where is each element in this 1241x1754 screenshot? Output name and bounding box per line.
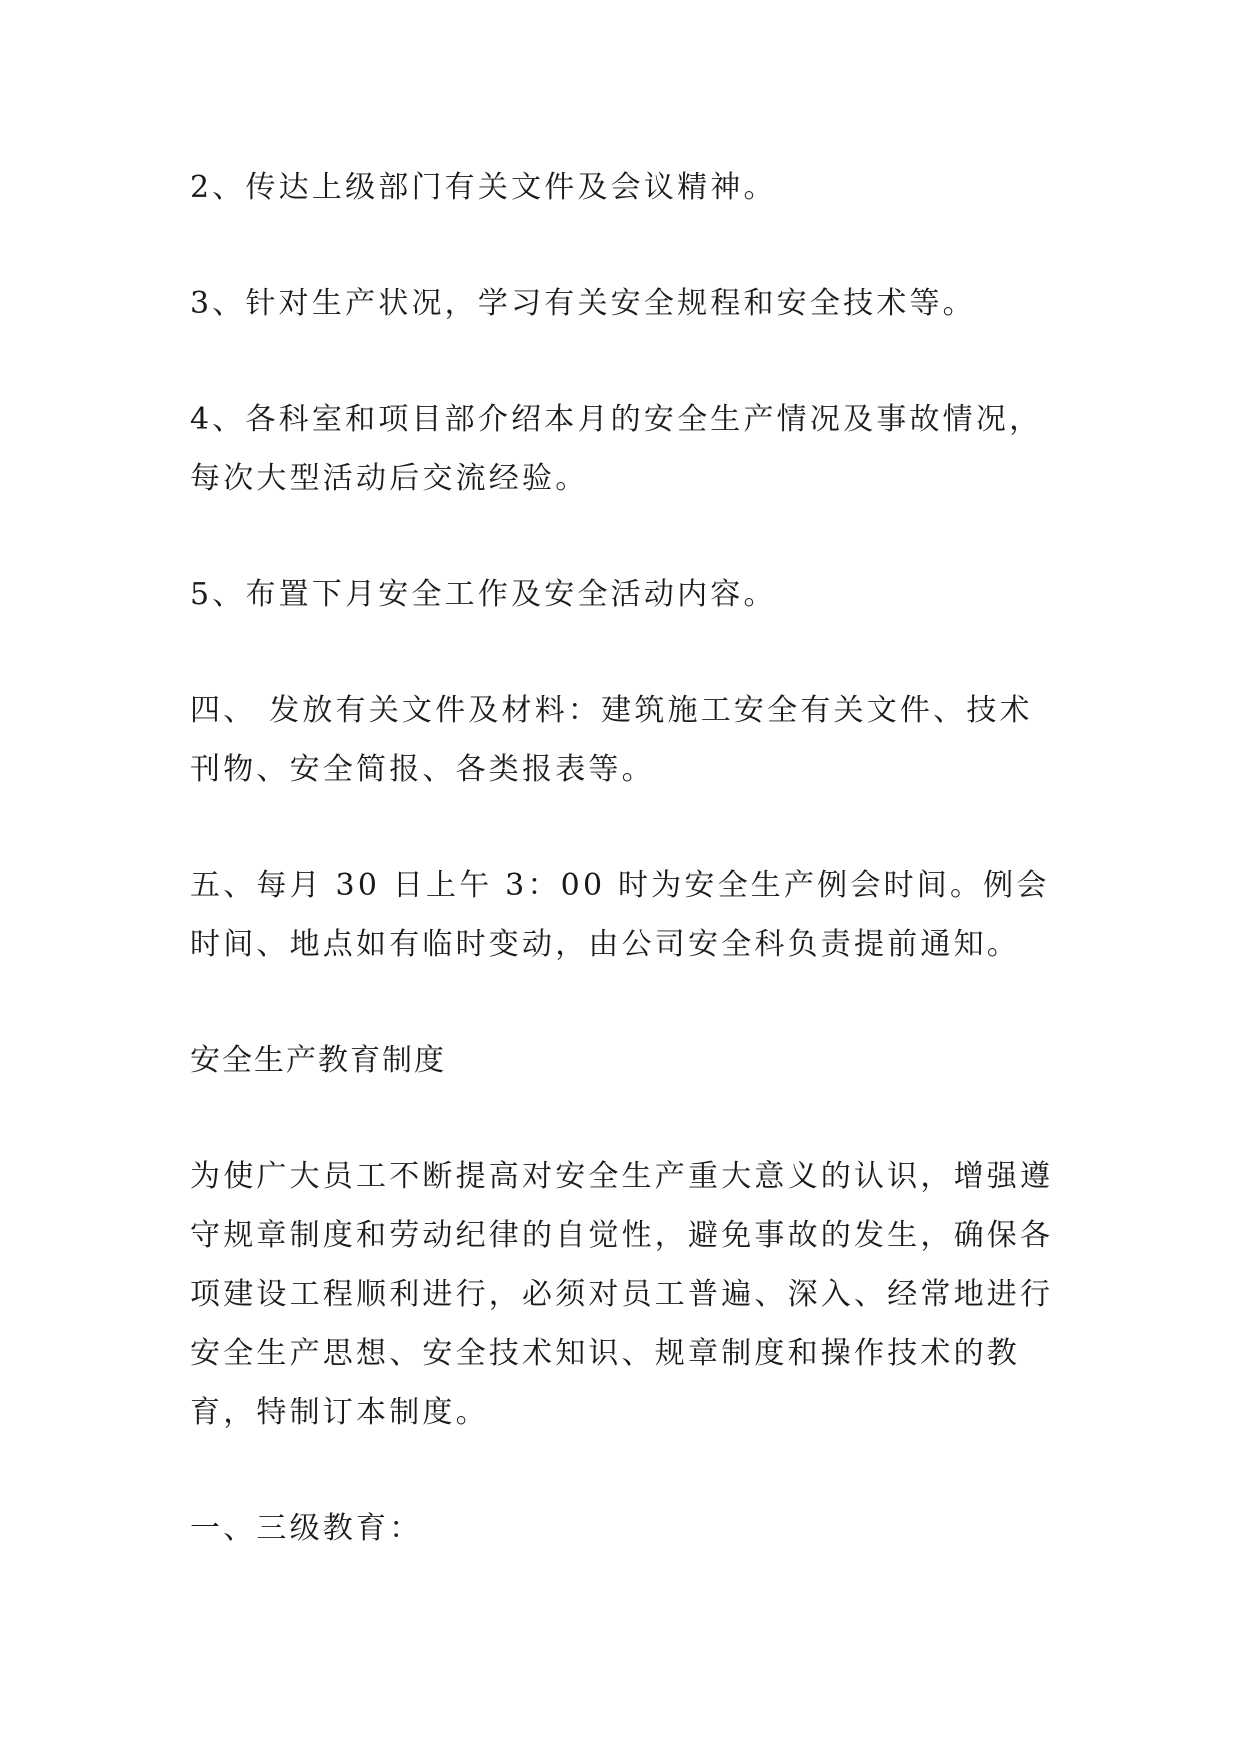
paragraph-section-5: 五、每月 30 日上午 3：00 时为安全生产例会时间。例会时间、地点如有临时变动，由公司安全科负责提前通知。 (190, 868, 1050, 962)
section-heading: 安全生产教育制度 (190, 1043, 446, 1078)
paragraph-intro: 为使广大员工不断提高对安全生产重大意义的认识，增强遵守规章制度和劳动纪律的自觉性，避免事故的发生，确保各项建设工程顺利进行，必须对员工普遍、深入、经常地进行安全生产思想、安全技术知识、规章制度和操作技术的教育，特制订本制度。 (190, 1159, 1054, 1430)
paragraph-item-2: 2、传达上级部门有关文件及会议精神。 (190, 170, 777, 205)
paragraph-item-4: 4、各科室和项目部介绍本月的安全生产情况及事故情况，每次大型活动后交流经验。 (190, 402, 1043, 496)
paragraph-section-4: 四、 发放有关文件及材料：建筑施工安全有关文件、技术刊物、安全简报、各类报表等。 (190, 693, 1033, 787)
paragraph-item-5: 5、布置下月安全工作及安全活动内容。 (190, 577, 777, 612)
paragraph-item-3: 3、针对生产状况，学习有关安全规程和安全技术等。 (190, 286, 976, 321)
paragraph-subsection-1: 一、三级教育： (190, 1511, 423, 1546)
document-body (190, 158, 1058, 1615)
